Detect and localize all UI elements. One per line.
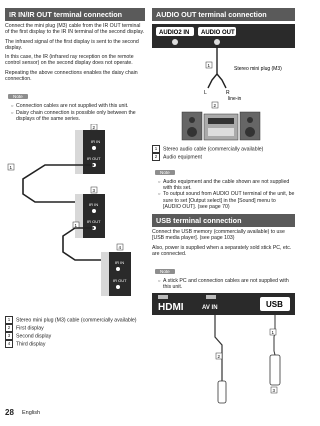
ir-section-heading: IR IN/IR OUT terminal connection xyxy=(5,8,145,21)
audio-note-item: ○ Audio equipment and the cable shown are not supplied with this set. xyxy=(158,179,295,191)
usb-memory-illustration xyxy=(270,355,280,385)
ir-paragraph-2: The infrared signal of the first display is sent to the second display. xyxy=(5,38,139,51)
legend-number: 2 xyxy=(5,324,13,332)
callout-number: 1 xyxy=(74,222,78,228)
callout-number: 1 xyxy=(271,329,275,335)
audio-legend xyxy=(152,145,295,161)
audio2-in-label: AUDIO2 IN xyxy=(159,30,190,36)
callout-number: 3 xyxy=(272,387,276,393)
usb-paragraph-2: Also, power is supplied when a separately sold stick PC, etc. are connected. xyxy=(152,244,292,257)
callout-number: 1 xyxy=(207,62,211,68)
usb-plug-illustration xyxy=(218,381,226,403)
callout-number: 1 xyxy=(9,164,13,170)
callout-number: 2 xyxy=(217,353,221,359)
av-cable xyxy=(215,315,222,383)
callout-number: 4 xyxy=(118,244,122,250)
port-ir-out-label: IR OUT xyxy=(87,155,101,161)
third-display xyxy=(101,252,131,296)
left-channel-label: L xyxy=(204,90,207,96)
usb-section-heading: USB terminal connection xyxy=(152,214,295,227)
audio-note-list xyxy=(152,179,295,210)
legend-text: Second display xyxy=(16,333,52,340)
legend-text: Stereo audio cable (commercially available) xyxy=(163,146,264,153)
ir-note-item: ○ Connection cables are not supplied with this unit. xyxy=(11,103,145,109)
usb-note-badge: Note xyxy=(155,269,175,274)
line-in-label: line-in xyxy=(228,96,242,102)
ir-paragraph-4: Repeating the above connections enables the daisy chain connection. xyxy=(5,69,138,83)
audio-note-badge: Note xyxy=(155,170,175,175)
legend-number: 4 xyxy=(5,340,13,348)
usb-paragraph-1: Connect the USB memory (commercially available) to use [USB media player]. (see page 103) xyxy=(152,229,285,242)
stereo-plug-label: Stereo mini plug (M3) xyxy=(234,66,282,72)
legend-number: 2 xyxy=(152,153,160,161)
left-column xyxy=(5,8,145,348)
legend-text: Audio equipment xyxy=(163,154,202,161)
callout-number: 3 xyxy=(92,187,96,193)
usb-connection-diagram xyxy=(152,293,295,409)
hdmi-logo: HDMI xyxy=(158,301,184,313)
port-ir-in-label: IR IN xyxy=(91,138,101,144)
usb-note-list xyxy=(152,278,295,290)
legend-number: 1 xyxy=(5,316,13,324)
ir-note-badge: Note xyxy=(8,94,28,99)
first-display xyxy=(75,130,105,174)
legend-number: 3 xyxy=(5,332,13,340)
right-column xyxy=(152,8,295,409)
legend-text: Third display xyxy=(16,341,46,348)
second-display xyxy=(75,194,105,238)
audio-equipment-illustration xyxy=(182,112,260,140)
usb-label: USB xyxy=(266,299,283,309)
port-ir-in-label: IR IN xyxy=(89,201,99,207)
page-number: 28 xyxy=(5,408,14,417)
audio-connection-diagram xyxy=(152,24,295,142)
language-label: English xyxy=(22,410,41,416)
ir-daisy-chain-diagram xyxy=(5,124,145,324)
right-channel-label: R xyxy=(226,90,230,96)
port-ir-out-label: IR OUT xyxy=(87,218,101,224)
port-ir-in-label: IR IN xyxy=(115,259,125,265)
av-in-label: AV IN xyxy=(202,304,218,311)
legend-text: Stereo mini plug (M3) cable (commercially available) xyxy=(16,317,137,324)
ir-paragraph-3: In this case, the IR (infrared ray reception on the remote control sensor) on the second display does not operate. xyxy=(5,54,134,67)
ir-paragraph-1: Connect the mini plug (M3) cable from the IR OUT terminal of the first display to the IR IN terminal of the second display. xyxy=(5,23,145,36)
port-ir-out-label: IR OUT xyxy=(113,277,127,283)
audio-section-heading: AUDIO OUT terminal connection xyxy=(152,8,295,21)
ir-note-item: ○ Daisy chain connection is possible only between the displays of the same series. xyxy=(11,110,145,122)
legend-number: 1 xyxy=(152,145,160,153)
ir-legend xyxy=(5,316,145,348)
ir-note-list xyxy=(5,103,145,122)
callout-number: 2 xyxy=(92,124,96,130)
legend-text: First display xyxy=(16,325,44,332)
audio-out-label: AUDIO OUT xyxy=(201,30,235,36)
callout-number: 2 xyxy=(213,102,217,108)
audio-note-item: ○ To output sound from AUDIO OUT terminal of the unit, be sure to set [Output select] in the [Sound] menu to [AUDIO OUT]. (see page 70) xyxy=(158,191,295,210)
usb-note-item: ○ A stick PC and connection cables are not supplied with this unit. xyxy=(158,278,295,290)
